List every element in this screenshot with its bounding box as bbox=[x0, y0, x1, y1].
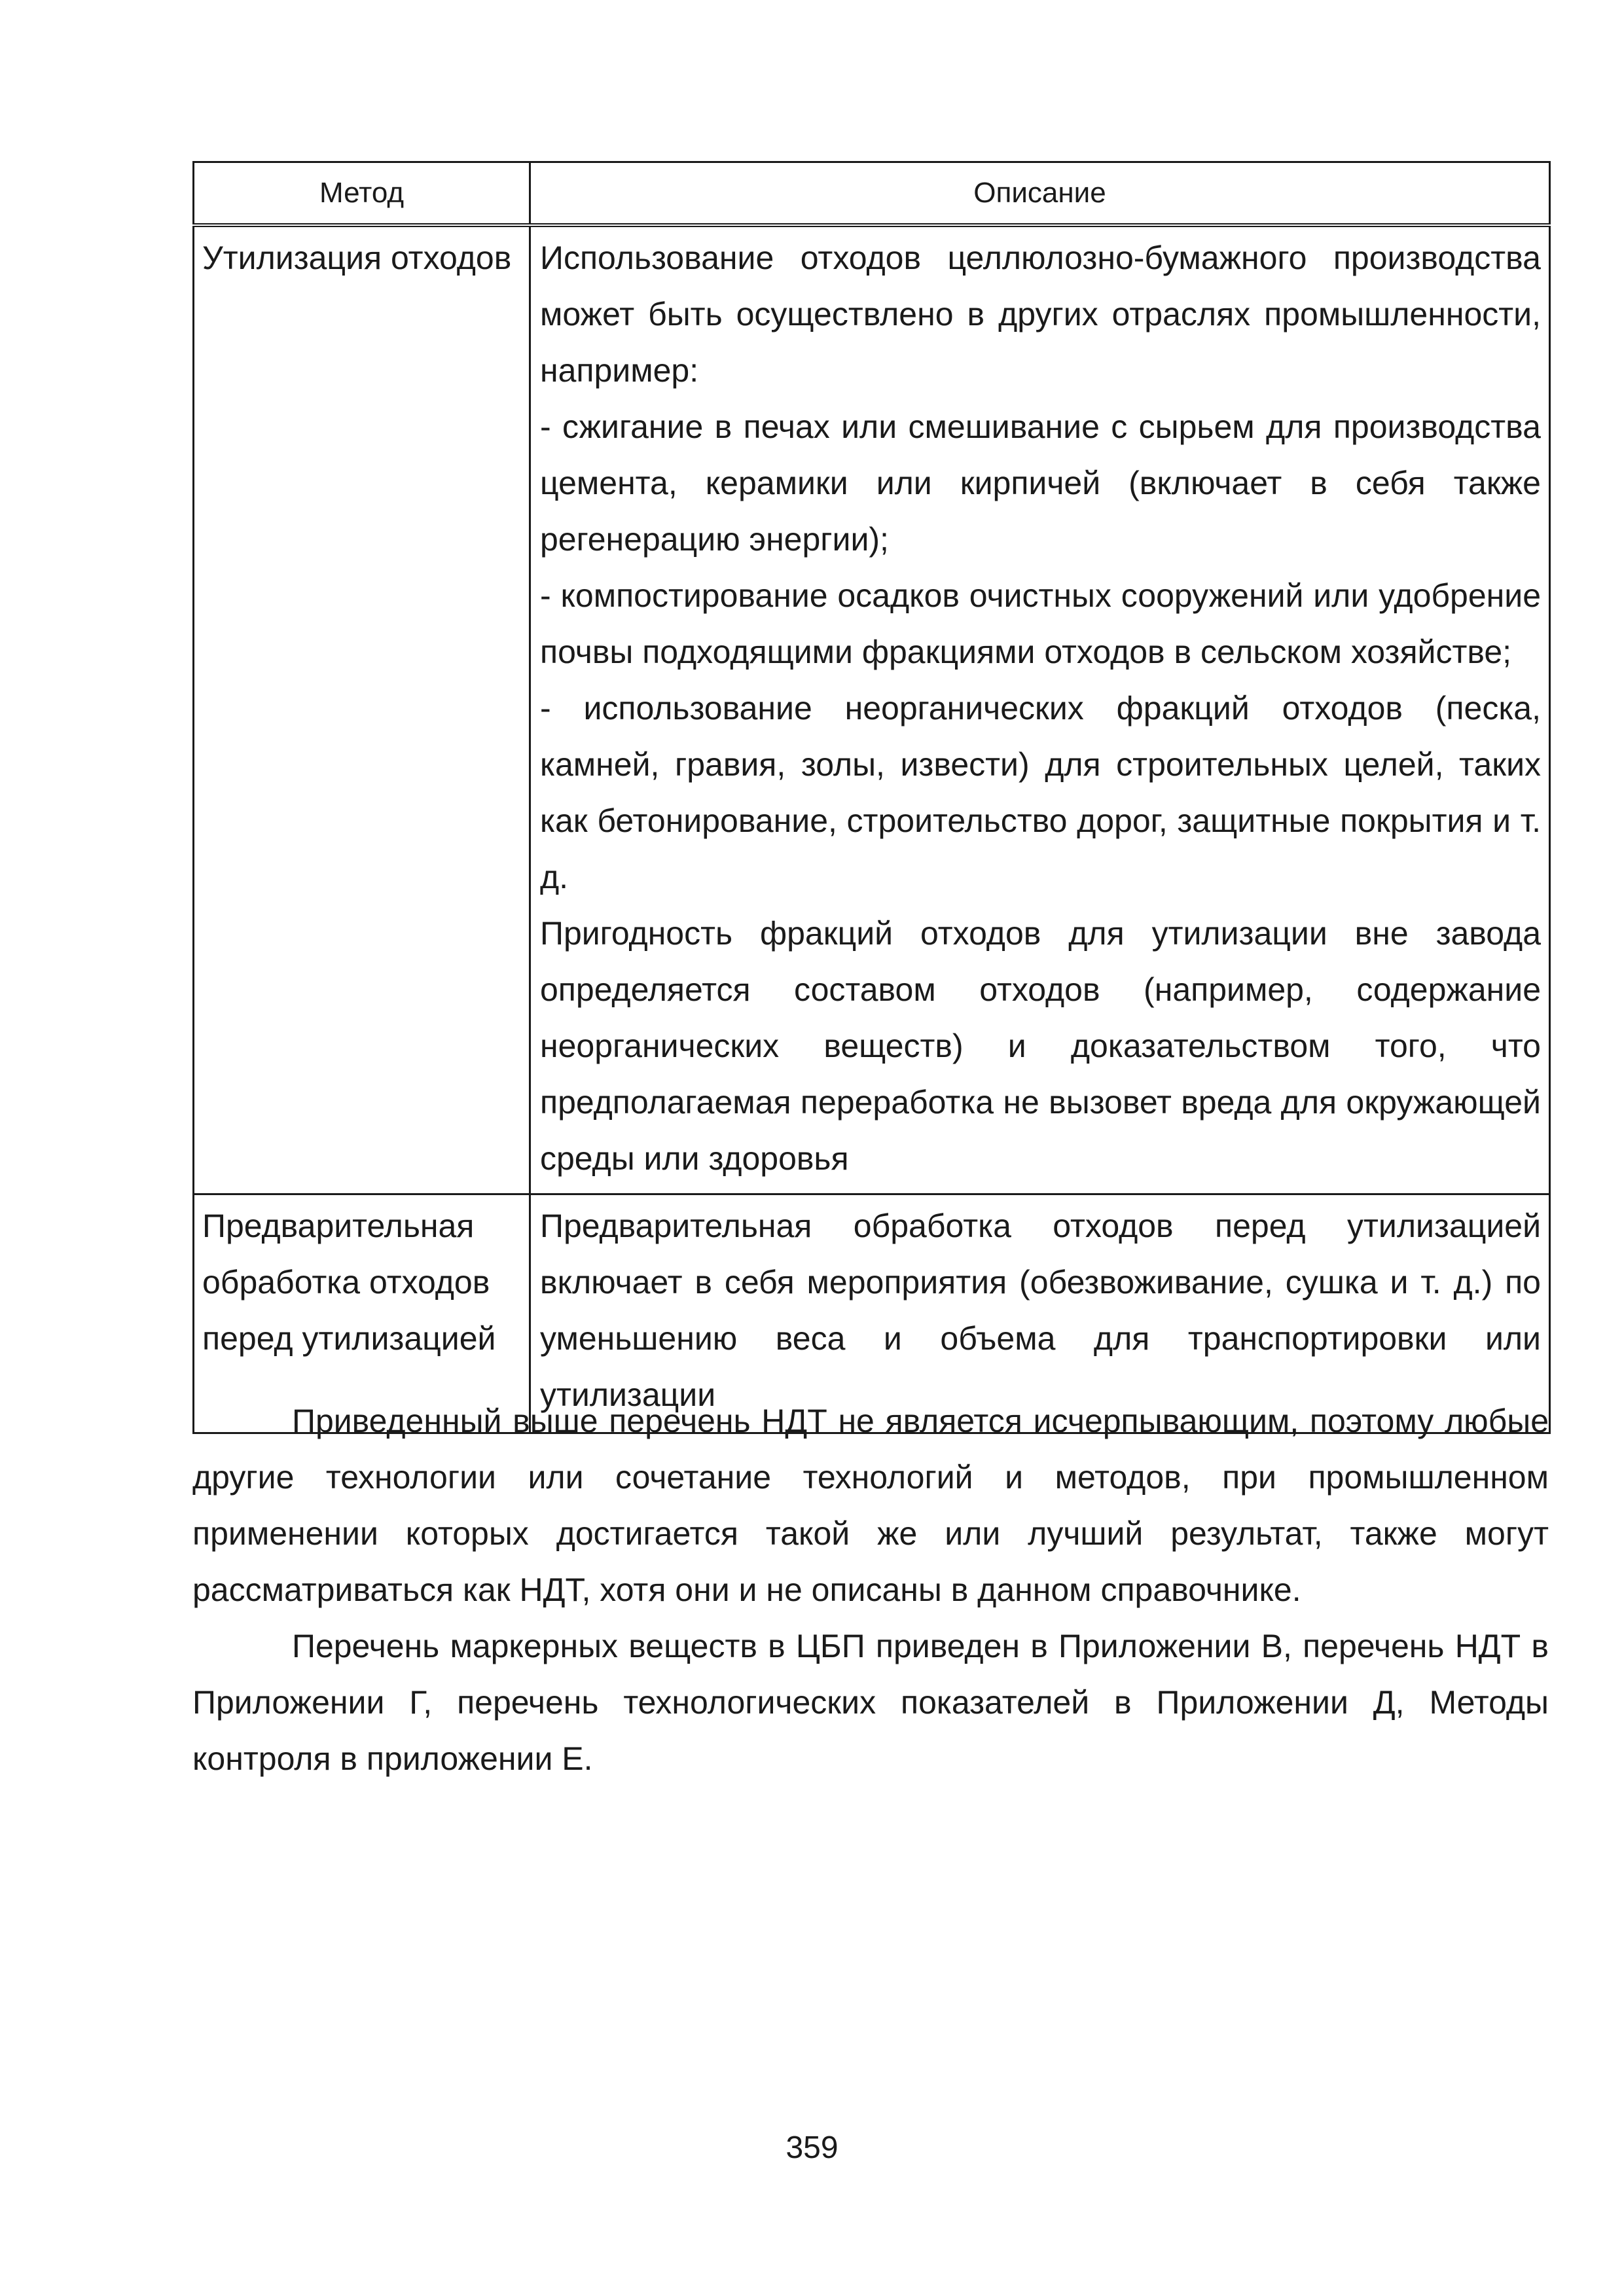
header-method: Метод bbox=[194, 162, 530, 226]
description-line: - использование неорганических фракций отходов (песка, камней, гравия, золы, извести) для строительных целей, таких как бетонирование, строительство дорог, защитные покрытия и т. д. bbox=[540, 690, 1541, 895]
paragraph: Перечень маркерных веществ в ЦБП приведен в Приложении В, перечень НДТ в Приложении Г, перечень технологических показателей в Приложении Д, Методы контроля в приложении Е. bbox=[192, 1628, 1549, 1777]
description-cell bbox=[530, 225, 1550, 1194]
table-row bbox=[194, 225, 1550, 1194]
paragraph: Приведенный выше перечень НДТ не является исчерпывающим, поэтому любые другие технологии или сочетание технологий и методов, при промышленном применении которых достигается такой же или лучший результат, также могут рассматриваться как НДТ, хотя они и не описаны в данном справочнике. bbox=[192, 1403, 1549, 1608]
method-cell: Предварительная обработка отходов перед утилизацией bbox=[194, 1194, 530, 1433]
description-line: Предварительная обработка отходов перед утилизацией включает в себя мероприятия (обезвоживание, сушка и т. д.) по уменьшению веса и объема для транспортировки или утилизации bbox=[540, 1208, 1541, 1413]
table-header-row bbox=[194, 162, 1550, 226]
method-cell: Утилизация отходов bbox=[194, 225, 530, 1194]
methods-table bbox=[192, 161, 1551, 1434]
description-line: Пригодность фракций отходов для утилизации вне завода определяется составом отходов (например, содержание неорганических веществ) и доказательством того, что предполагаемая переработка не вызовет вреда для окружающей среды или здоровья bbox=[540, 915, 1541, 1177]
page-number: 359 bbox=[785, 2130, 839, 2165]
description-line: Использование отходов целлюлозно-бумажного производства может быть осуществлено в других отраслях промышленности, например: bbox=[540, 240, 1541, 389]
paragraph-block bbox=[192, 1393, 1549, 1618]
description-line: - компостирование осадков очистных сооружений или удобрение почвы подходящими фракциями отходов в сельском хозяйстве; bbox=[540, 577, 1541, 670]
description-line: - сжигание в печах или смешивание с сырьем для производства цемента, керамики или кирпичей (включает в себя также регенерацию энергии); bbox=[540, 408, 1541, 558]
header-description: Описание bbox=[530, 162, 1550, 226]
paragraph-block bbox=[192, 1618, 1549, 1787]
